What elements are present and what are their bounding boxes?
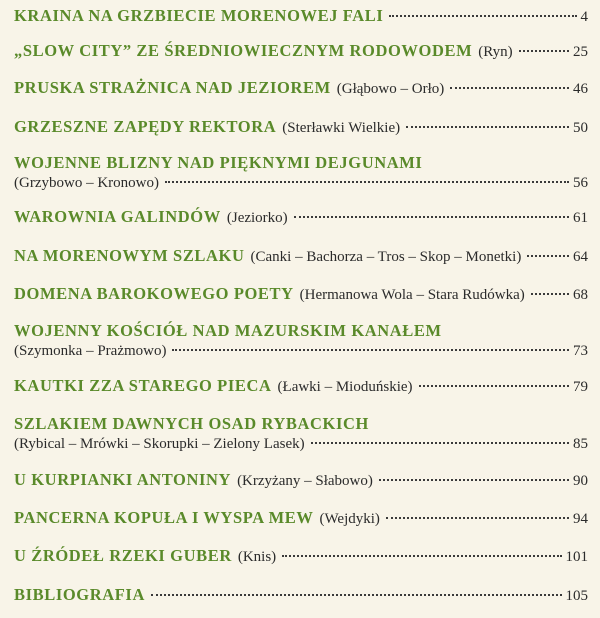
toc-entry-page: 101	[565, 549, 588, 565]
toc-entry-page: 94	[573, 511, 588, 527]
toc-entry-subtitle: (Krzyżany – Słabowo)	[237, 473, 373, 489]
toc-entry-subtitle: (Knis)	[237, 549, 277, 565]
toc-entry-title: „SLOW CITY” ZE ŚREDNIOWIECZNYM RODOWODEM	[14, 41, 473, 60]
toc-entry-title: DOMENA BAROKOWEGO POETY	[14, 284, 294, 303]
toc-entry-title: U ŹRÓDEŁ RZEKI GUBER	[14, 546, 232, 565]
dot-leader	[386, 517, 569, 519]
toc-entry-subtitle: (Jeziorko)	[226, 210, 288, 226]
dot-leader	[172, 349, 569, 351]
dot-leader	[406, 126, 569, 128]
toc-entry-subtitle: (Sterławki Wielkie)	[282, 120, 401, 136]
toc-entry	[14, 153, 588, 197]
toc-entry-title: WOJENNY KOŚCIÓŁ NAD MAZURSKIM KANAŁEM	[14, 321, 442, 340]
toc-entry	[14, 6, 588, 28]
toc-entry-title: KRAINA NA GRZBIECIE MORENOWEJ FALI	[14, 6, 384, 25]
dot-leader	[282, 555, 561, 557]
toc-entry-page: 56	[573, 175, 588, 191]
toc-entry-page: 4	[580, 9, 588, 25]
toc-entry	[14, 546, 588, 568]
toc-entry	[14, 376, 588, 398]
toc-entry	[14, 284, 588, 306]
toc-entry	[14, 207, 588, 229]
toc-entry	[14, 321, 588, 365]
toc-entry	[14, 508, 588, 530]
dot-leader	[527, 255, 569, 257]
toc-entry-title: KAUTKI ZZA STAREGO PIECA	[14, 376, 272, 395]
toc-entry-title: PANCERNA KOPUŁA I WYSPA MEW	[14, 508, 314, 527]
toc-entry-title: WOJENNE BLIZNY NAD PIĘKNYMI DEJGUNAMI	[14, 153, 423, 172]
toc-entry-title: U KURPIANKI ANTONINY	[14, 470, 232, 489]
dot-leader	[389, 15, 576, 17]
toc-entry-page: 73	[573, 343, 588, 359]
toc-entry-title: SZLAKIEM DAWNYCH OSAD RYBACKICH	[14, 414, 369, 433]
toc-entry-page: 79	[573, 379, 588, 395]
toc-entry	[14, 41, 588, 63]
toc-entry-subtitle: (Szymonka – Prażmowo)	[14, 343, 167, 359]
toc-entry	[14, 246, 588, 268]
toc-entry	[14, 470, 588, 492]
toc-entry-page: 46	[573, 81, 588, 97]
toc-entry-subtitle: (Ryn)	[478, 44, 513, 60]
dot-leader	[294, 216, 569, 218]
toc-entry-title: PRUSKA STRAŻNICA NAD JEZIOREM	[14, 78, 331, 97]
toc-entry-subtitle: (Rybical – Mrówki – Skorupki – Zielony Lasek)	[14, 436, 305, 452]
toc-entry	[14, 585, 588, 607]
toc-entry	[14, 117, 588, 139]
toc-entry-title: GRZESZNE ZAPĘDY REKTORA	[14, 117, 277, 136]
toc-entry-page: 105	[565, 588, 588, 604]
toc-entry-subtitle: (Hermanowa Wola – Stara Rudówka)	[299, 287, 525, 303]
toc-entry-title: WAROWNIA GALINDÓW	[14, 207, 221, 226]
toc-entry-title: NA MORENOWYM SZLAKU	[14, 246, 245, 265]
toc-entry	[14, 414, 588, 458]
toc-entry-subtitle: (Grzybowo – Kronowo)	[14, 175, 159, 191]
dot-leader	[519, 50, 569, 52]
toc-entry-subtitle: (Ławki – Mioduńskie)	[277, 379, 413, 395]
toc-entry-page: 68	[573, 287, 588, 303]
toc-entry-page: 61	[573, 210, 588, 226]
toc-entry-subtitle: (Głąbowo – Orło)	[336, 81, 445, 97]
dot-leader	[531, 293, 569, 295]
dot-leader	[450, 87, 569, 89]
dot-leader	[165, 181, 569, 183]
toc-entry-page: 50	[573, 120, 588, 136]
toc-entry-title: BIBLIOGRAFIA	[14, 585, 145, 604]
dot-leader	[379, 479, 569, 481]
toc-entry-subtitle: (Canki – Bachorza – Tros – Skop – Monetki)	[250, 249, 522, 265]
toc-entry-page: 64	[573, 249, 588, 265]
toc-entry-page: 25	[573, 44, 588, 60]
toc-entry-subtitle: (Wejdyki)	[319, 511, 380, 527]
toc-entry-page: 85	[573, 436, 588, 452]
dot-leader	[311, 442, 569, 444]
toc-entry	[14, 78, 588, 100]
dot-leader	[419, 385, 569, 387]
dot-leader	[151, 594, 562, 596]
toc-entry-page: 90	[573, 473, 588, 489]
